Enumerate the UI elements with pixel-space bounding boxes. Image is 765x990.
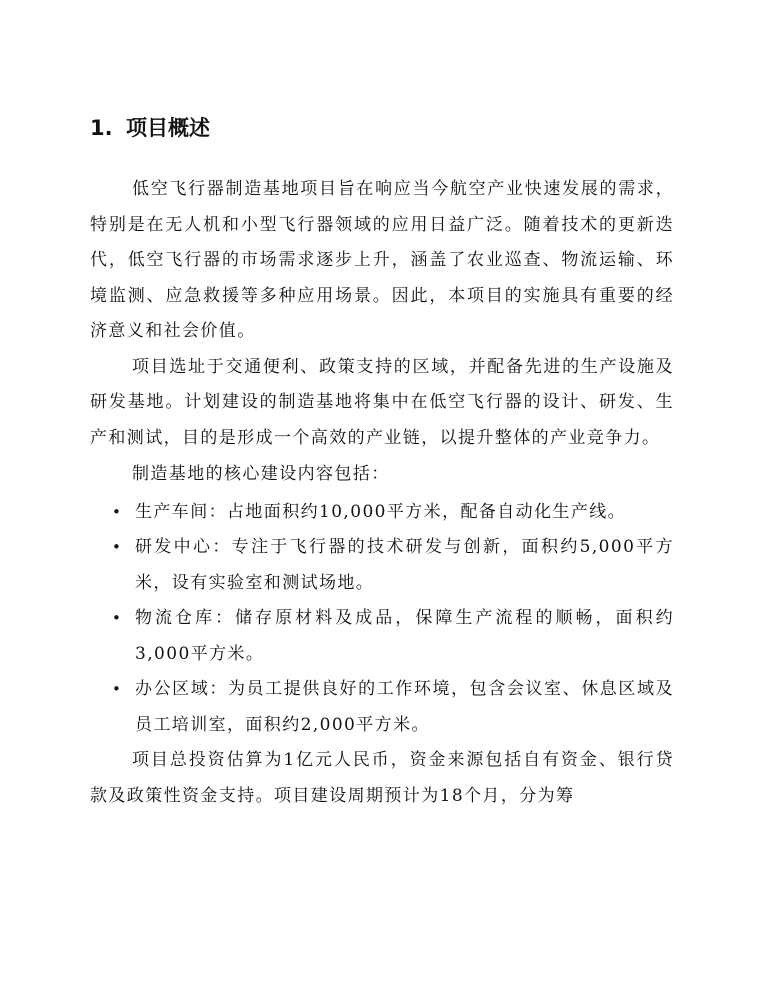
list-item-text: 物流仓库：储存原材料及成品，保障生产流程的顺畅，面积约3,000平方米。 <box>135 608 674 664</box>
body-text <box>90 172 674 814</box>
section-heading <box>90 113 210 143</box>
list-item <box>90 495 674 531</box>
list-item-text: 生产车间：占地面积约10,000平方米，配备自动化生产线。 <box>135 501 627 522</box>
bullet-icon: • <box>112 538 123 556</box>
list-item <box>90 530 674 601</box>
paragraph-investment: 项目总投资估算为1亿元人民币，资金来源包括自有资金、银行贷款及政策性资金支持。项目建设周期预计为18个月，分为筹 <box>90 750 674 806</box>
list-item <box>90 601 674 672</box>
bullet-icon: • <box>112 680 123 698</box>
list-item-text: 研发中心：专注于飞行器的技术研发与创新，面积约5,000平方米，设有实验室和测试场地。 <box>135 537 674 593</box>
core-content-list <box>90 495 674 744</box>
bullet-icon: • <box>112 502 123 521</box>
bullet-icon: • <box>112 609 123 627</box>
section-number: 1. <box>90 116 113 140</box>
section-title: 项目概述 <box>126 116 210 140</box>
paragraph-overview: 低空飞行器制造基地项目旨在响应当今航空产业快速发展的需求，特别是在无人机和小型飞行器领域的应用日益广泛。随着技术的更新迭代，低空飞行器的市场需求逐步上升，涵盖了农业巡查、物流运输、环境监测、应急救援等多种应用场景。因此，本项目的实施具有重要的经济意义和社会价值。 <box>90 179 674 341</box>
core-content-intro: 制造基地的核心建设内容包括： <box>132 464 390 484</box>
paragraph-site: 项目选址于交通便利、政策支持的区域，并配备先进的生产设施及研发基地。计划建设的制造基地将集中在低空飞行器的设计、研发、生产和测试，目的是形成一个高效的产业链，以提升整体的产业竞争力。 <box>90 356 674 448</box>
list-item-text: 办公区域：为员工提供良好的工作环境，包含会议室、休息区域及员工培训室，面积约2,000平方米。 <box>135 679 674 735</box>
list-item <box>90 672 674 743</box>
